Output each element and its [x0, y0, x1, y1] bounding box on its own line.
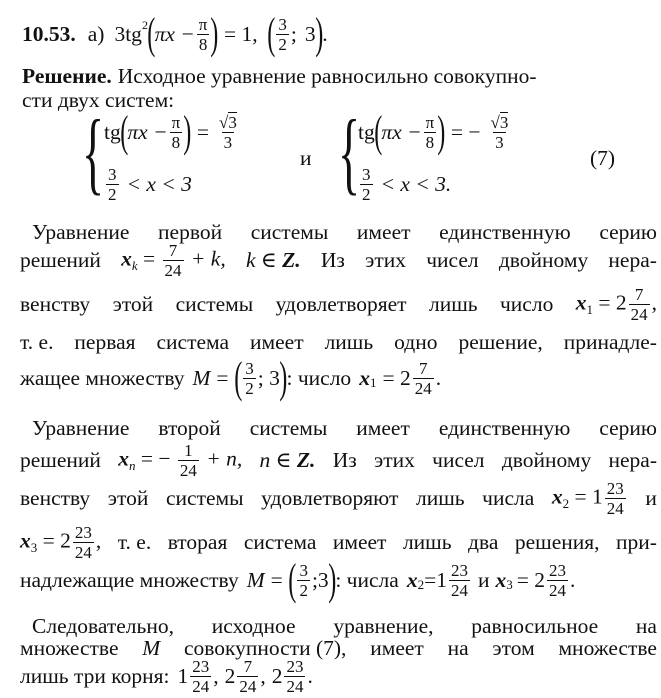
solution-label: Решение. — [22, 63, 112, 88]
semicolon: ; — [290, 21, 297, 46]
tg-coef: 3tg — [114, 21, 142, 46]
equals-one: = 1, — [224, 21, 258, 46]
frac-sqrt3-3: $\frac{√3}{3}$ — [218, 112, 237, 152]
frac-sqrt3-3-2: $\frac{√3}{3}$ — [490, 112, 509, 152]
period: . — [322, 21, 328, 46]
frac-pi-8: $\frac{\pi}{8}$ — [171, 112, 181, 152]
inequality-1: < x < 3 — [126, 171, 192, 196]
para2-line2: решений $x_n$ = − $\frac{1}{24}$ + n, n ∈ Z. Из этих чисел двойному нера- — [20, 440, 657, 480]
para2-line5: надлежащие множеству M = ( $\frac{3}{2}$ ;3 ) : числа x 2 =1 $\frac{23}{24}$ и x 3 = 2 $\frac{23}{24}$ . — [20, 555, 576, 604]
equals: = — [196, 119, 209, 144]
problem-statement — [0, 9, 661, 58]
arg: πx − — [127, 119, 168, 144]
conclusion-line3: лишь три корня: 1 $\frac{23}{24}$ , 2 $\frac{7}{24}$ , 2 $\frac{23}{24}$ . — [20, 656, 313, 696]
equals-neg: = − — [450, 119, 481, 144]
paren-open: ( — [120, 107, 129, 156]
inequality-2: < x < 3. — [380, 171, 452, 196]
para1-line2: решений $x_k$ = $\frac{7}{24}$ + k, k ∈ Z. Из этих чисел двойному нера- — [20, 240, 657, 280]
interval-close: ) — [314, 9, 323, 58]
argument: πx − — [154, 21, 195, 46]
interval-open: ( — [266, 9, 276, 58]
brace-left-system: { — [82, 101, 105, 203]
para2-line4: $x_3 = 2$ $\frac{23}{24}$ , т. е. вторая система имеет лишь два решения, при- — [20, 522, 657, 562]
para1-line4: т. е. первая система имеет лишь одно решение, принадле- — [20, 329, 657, 354]
para2-line1: Уравнение второй системы имеет единственную серию — [32, 415, 657, 440]
conclusion-line1: Следовательно, исходное уравнение, равносильное на — [32, 613, 657, 638]
frac-pi-8-2: $\frac{\pi}{8}$ — [425, 112, 435, 152]
equation-ref: (7) — [590, 145, 616, 170]
tg-2: tg — [358, 119, 375, 144]
interval-end: 3 — [304, 21, 316, 46]
problem-number: 10.53. — [22, 21, 76, 46]
conclusion-line2: множестве M совокупности (7), имеет на этом множестве — [20, 635, 657, 660]
paren-close: ) — [210, 9, 219, 58]
solution-text-2: сти двух систем: — [22, 87, 175, 112]
solution-text: Исходное уравнение равносильно совокупно- — [117, 63, 537, 88]
frac-3-2-2: $\frac{3}{2}$ — [362, 164, 371, 204]
fraction-pi-8: $\frac{\pi}{8}$ — [198, 14, 208, 54]
frac-3-2: $\frac{3}{2}$ — [108, 164, 117, 204]
fraction-3-2: $\frac{3}{2}$ — [278, 14, 287, 54]
exponent: 2 — [141, 17, 148, 32]
paren-close: ) — [183, 107, 192, 156]
systems-block — [0, 101, 661, 210]
arg-2: πx − — [381, 119, 422, 144]
para1-line1: Уравнение первой системы имеет единственную серию — [32, 219, 657, 244]
para1-line5: жащее множеству M = ( $\frac{3}{2}$ ; 3 ) : число x 1 = 2 $\frac{7}{24}$ . — [20, 353, 442, 402]
brace-right-system: { — [338, 101, 361, 203]
paren-close-2: ) — [437, 107, 446, 156]
para1-line3: венству этой системы удовлетворяет лишь число $x_1 = 2$ $\frac{7}{24}$ , — [20, 284, 657, 324]
problem-part: а) — [87, 21, 105, 46]
paren-open: ( — [147, 9, 156, 58]
para2-line3: венству этой системы удовлетворяют лишь числа $x_2 = 1$ $\frac{23}{24}$ и — [20, 478, 657, 518]
paren-open-2: ( — [374, 107, 383, 156]
and-word: и — [300, 145, 312, 170]
tg: tg — [104, 119, 121, 144]
